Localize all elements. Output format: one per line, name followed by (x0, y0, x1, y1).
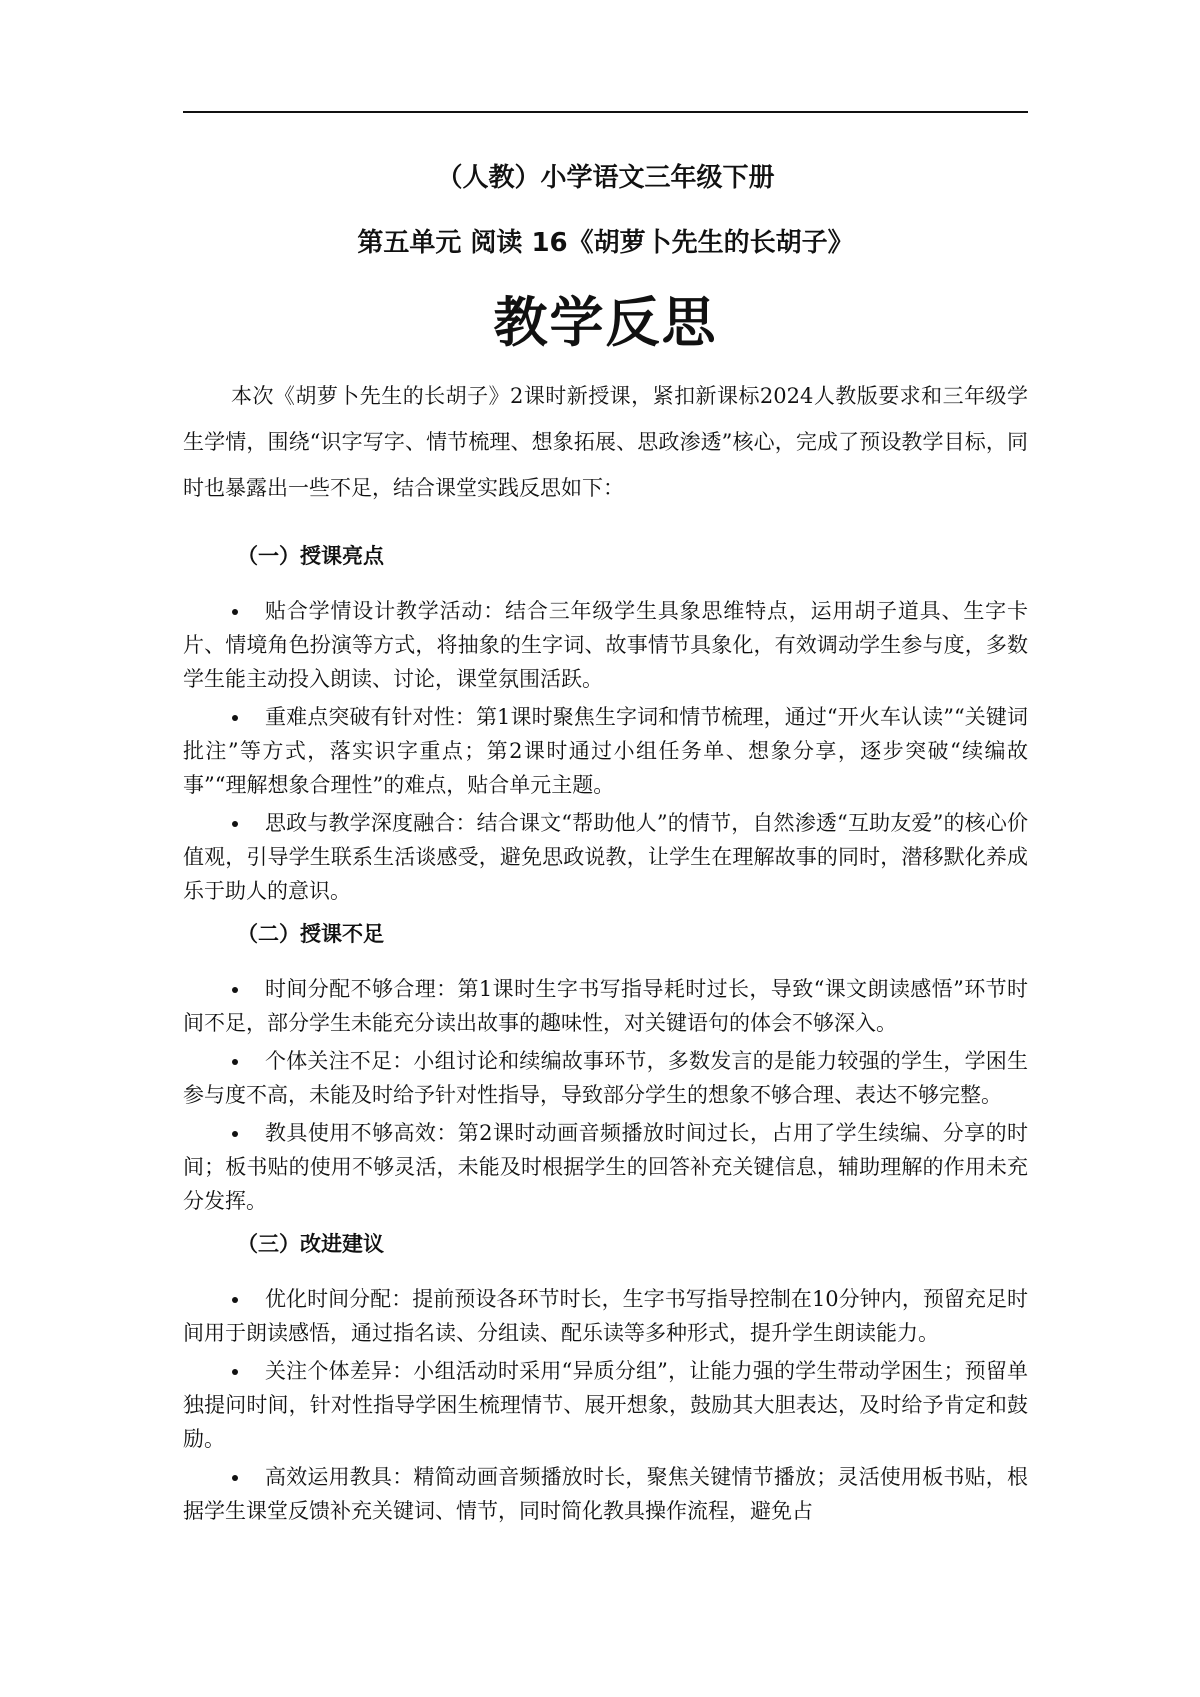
list-item-text: 教具使用不够高效：第2课时动画音频播放时间过长，占用了学生续编、分享的时间；板书贴的使用不够灵活，未能及时根据学生的回答补充关键信息，辅助理解的作用未充分发挥。 (183, 1121, 1028, 1213)
document-title: 教学反思 (493, 291, 718, 354)
list-item (183, 1354, 1028, 1456)
list-item (183, 1044, 1028, 1112)
bullet-icon (232, 1297, 238, 1303)
list-item (183, 1116, 1028, 1218)
list-item-text: 优化时间分配：提前预设各环节时长，生字书写指导控制在10分钟内，预留充足时间用于朗读感悟，通过指名读、分组读、配乐读等多种形式，提升学生朗读能力。 (183, 1287, 1028, 1345)
section-heading-highlights: （一）授课亮点 (237, 544, 384, 568)
list-item (183, 806, 1028, 908)
list-item (183, 1282, 1028, 1350)
document-subtitle-grade: （人教）小学语文三年级下册 (436, 163, 775, 193)
bullet-icon (232, 609, 238, 615)
bullet-icon (232, 821, 238, 827)
list-item (183, 972, 1028, 1040)
list-item-text: 时间分配不够合理：第1课时生字书写指导耗时过长，导致“课文朗读感悟”环节时间不足，部分学生未能充分读出故事的趣味性，对关键语句的体会不够深入。 (183, 977, 1028, 1035)
list-item-text: 重难点突破有针对性：第1课时聚焦生字词和情节梳理，通过“开火车认读”“关键词批注”等方式，落实识字重点；第2课时通过小组任务单、想象分享，逐步突破“续编故事”“理解想象合理性”的难点，贴合单元主题。 (183, 705, 1028, 797)
document-subtitle-lesson: 第五单元 阅读 16《胡萝卜先生的长胡子》 (357, 228, 854, 258)
header-rule (183, 111, 1028, 113)
bullet-icon (232, 1475, 238, 1481)
list-item-text: 贴合学情设计教学活动：结合三年级学生具象思维特点，运用胡子道具、生字卡片、情境角色扮演等方式，将抽象的生字词、故事情节具象化，有效调动学生参与度，多数学生能主动投入朗读、讨论，课堂氛围活跃。 (183, 599, 1028, 691)
highlights-list (183, 594, 1028, 908)
list-item (183, 594, 1028, 696)
bullet-icon (232, 1131, 238, 1137)
shortcomings-list (183, 972, 1028, 1218)
bullet-icon (232, 715, 238, 721)
intro-paragraph: 本次《胡萝卜先生的长胡子》2课时新授课，紧扣新课标2024人教版要求和三年级学生学情，围绕“识字写字、情节梳理、想象拓展、思政渗透”核心，完成了预设教学目标，同时也暴露出一些不足，结合课堂实践反思如下： (183, 384, 1028, 500)
list-item (183, 1460, 1028, 1528)
improvements-list (183, 1282, 1028, 1528)
document-body (183, 373, 1028, 1532)
list-item (183, 700, 1028, 802)
section-heading-shortcomings: （二）授课不足 (237, 922, 384, 946)
bullet-icon (232, 987, 238, 993)
section-heading-improvements: （三）改进建议 (237, 1232, 384, 1256)
list-item-text: 思政与教学深度融合：结合课文“帮助他人”的情节，自然渗透“互助友爱”的核心价值观，引导学生联系生活谈感受，避免思政说教，让学生在理解故事的同时，潜移默化养成乐于助人的意识。 (183, 811, 1028, 903)
list-item-text: 高效运用教具：精简动画音频播放时长，聚焦关键情节播放；灵活使用板书贴，根据学生课堂反馈补充关键词、情节，同时简化教具操作流程，避免占 (183, 1465, 1028, 1523)
list-item-text: 个体关注不足：小组讨论和续编故事环节，多数发言的是能力较强的学生，学困生参与度不高，未能及时给予针对性指导，导致部分学生的想象不够合理、表达不够完整。 (183, 1049, 1028, 1107)
list-item-text: 关注个体差异：小组活动时采用“异质分组”，让能力强的学生带动学困生；预留单独提问时间，针对性指导学困生梳理情节、展开想象，鼓励其大胆表达，及时给予肯定和鼓励。 (183, 1359, 1028, 1451)
bullet-icon (232, 1059, 238, 1065)
bullet-icon (232, 1369, 238, 1375)
